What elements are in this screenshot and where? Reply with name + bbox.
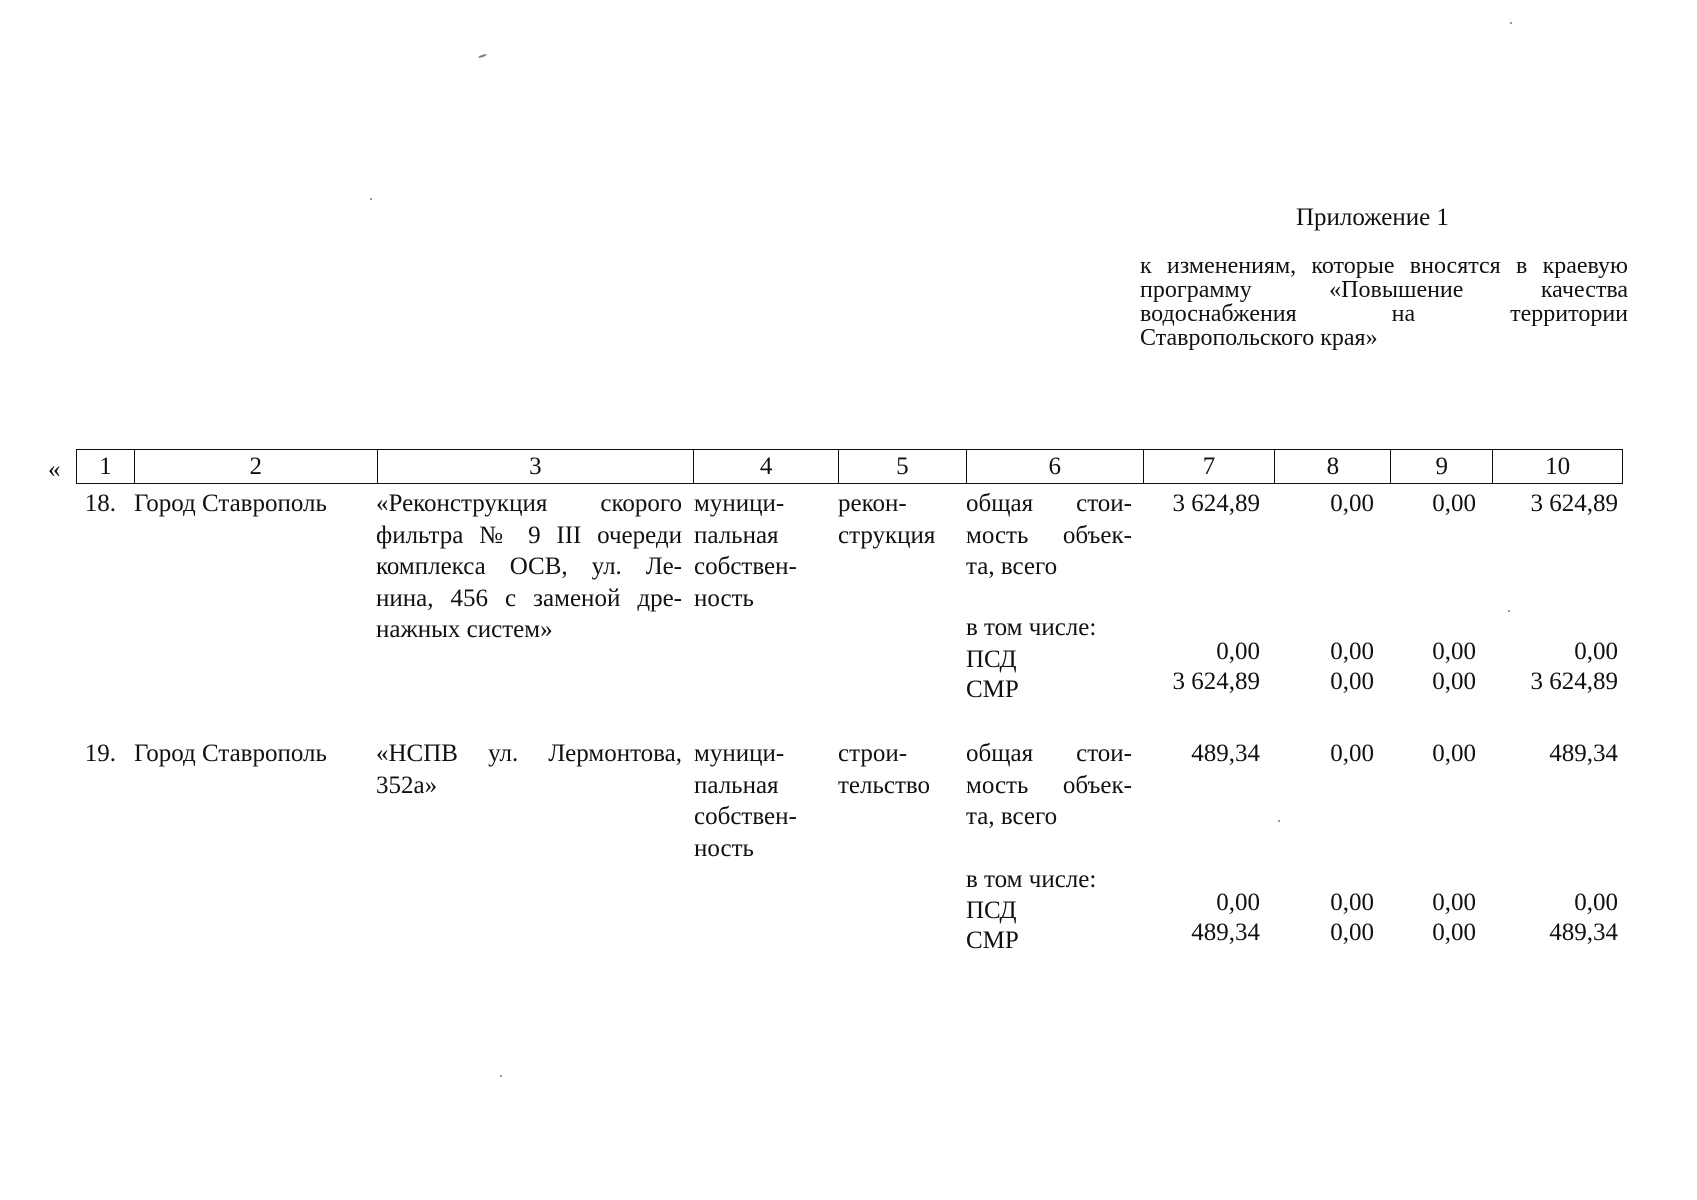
appendix-subtitle: к изменениям, которые вносятся в краевую программу «Повышение качества водоснабжения на территории Ставропольского края» [1140, 253, 1628, 351]
object-name-line: нина, 456 с заменой дре- [376, 584, 682, 612]
smr-col7: 489,34 [1191, 919, 1260, 946]
total-col9: 0,00 [1432, 490, 1476, 517]
table-open-quote: « [48, 456, 61, 483]
total-col8: 0,00 [1330, 490, 1374, 517]
ownership-cell [694, 488, 834, 614]
ownership-line: пальная [694, 771, 779, 799]
object-name-line: фильтра № 9 III очереди [376, 521, 682, 549]
work-type-cell [838, 488, 963, 551]
scan-speck [370, 198, 372, 200]
work-type-line: струкция [838, 521, 936, 549]
object-name-line: «Реконструкция скорого [376, 490, 682, 517]
smr-col10: 489,34 [1549, 919, 1618, 946]
indicator-cell [966, 738, 1132, 833]
psd-col7: 0,00 [1216, 889, 1260, 916]
smr-label: СМР [966, 676, 1019, 703]
object-name-cell [376, 738, 682, 801]
work-type-line: строи- [838, 740, 908, 767]
total-col8: 0,00 [1330, 740, 1374, 767]
indicator-line: мость объек- [966, 771, 1132, 799]
ownership-line: собствен- [694, 803, 797, 830]
total-col9: 0,00 [1432, 740, 1476, 767]
psd-label: ПСД [966, 646, 1017, 673]
column-header-1: 1 [99, 453, 112, 480]
object-name-line: нажных систем» [376, 616, 553, 643]
ownership-line: собствен- [694, 553, 797, 580]
indicator-cell [966, 488, 1132, 583]
table-row [76, 488, 1623, 718]
ownership-line: муници- [694, 740, 785, 767]
column-header-7: 7 [1143, 450, 1275, 483]
table-row [76, 738, 1623, 968]
psd-col7: 0,00 [1216, 638, 1260, 665]
scan-speck [478, 54, 487, 59]
indicator-line: общая стои- [966, 740, 1132, 767]
ownership-line: ность [694, 584, 754, 612]
indicator-line: та, всего [966, 553, 1058, 580]
smr-col8: 0,00 [1330, 668, 1374, 695]
indicator-line: общая стои- [966, 490, 1132, 517]
total-col7: 489,34 [1191, 740, 1260, 767]
municipality-cell: Город Ставрополь [134, 740, 327, 767]
including-label: в том числе: [966, 614, 1097, 641]
psd-label: ПСД [966, 897, 1017, 924]
smr-col10: 3 624,89 [1530, 668, 1618, 695]
scan-speck [500, 1075, 502, 1077]
column-header-10: 10 [1492, 450, 1622, 483]
smr-col7: 3 624,89 [1172, 668, 1260, 695]
smr-label: СМР [966, 927, 1019, 954]
appendix-title: Приложение 1 [1296, 204, 1449, 231]
psd-col10: 0,00 [1574, 638, 1618, 665]
psd-col9: 0,00 [1432, 889, 1476, 916]
including-label: в том числе: [966, 866, 1097, 893]
total-col10: 3 624,89 [1530, 490, 1618, 517]
scan-speck [1508, 610, 1510, 612]
row-index: 19. [84, 740, 116, 767]
column-header-4: 4 [693, 450, 838, 483]
smr-col9: 0,00 [1432, 919, 1476, 946]
object-name-line: комплекса ОСВ, ул. Ле- [376, 553, 682, 580]
column-header-5: 5 [838, 450, 966, 483]
column-header-3: 3 [377, 450, 694, 483]
ownership-line: муници- [694, 490, 785, 517]
column-header-8: 8 [1274, 450, 1390, 483]
smr-col8: 0,00 [1330, 919, 1374, 946]
psd-col10: 0,00 [1574, 889, 1618, 916]
column-header-9: 9 [1390, 450, 1492, 483]
total-col10: 489,34 [1549, 740, 1618, 767]
municipality-cell: Город Ставрополь [134, 490, 327, 517]
work-type-cell [838, 738, 963, 801]
column-header-2: 2 [134, 450, 377, 483]
column-header-6: 6 [966, 450, 1143, 483]
indicator-line: та, всего [966, 803, 1058, 830]
ownership-line: пальная [694, 521, 779, 549]
psd-col9: 0,00 [1432, 638, 1476, 665]
ownership-line: ность [694, 834, 754, 862]
work-type-line: тельство [838, 771, 931, 799]
ownership-cell [694, 738, 834, 864]
table-header-row [76, 449, 1623, 484]
total-col7: 3 624,89 [1172, 490, 1260, 517]
psd-col8: 0,00 [1330, 889, 1374, 916]
object-name-line: «НСПВ ул. Лермонтова, [376, 740, 682, 767]
scan-speck [1278, 820, 1280, 822]
scan-speck [1510, 22, 1512, 24]
row-index: 18. [84, 490, 116, 517]
object-name-line: 352а» [376, 771, 438, 799]
smr-col9: 0,00 [1432, 668, 1476, 695]
work-type-line: рекон- [838, 490, 907, 517]
object-name-cell [376, 488, 682, 646]
indicator-line: мость объек- [966, 521, 1132, 549]
psd-col8: 0,00 [1330, 638, 1374, 665]
